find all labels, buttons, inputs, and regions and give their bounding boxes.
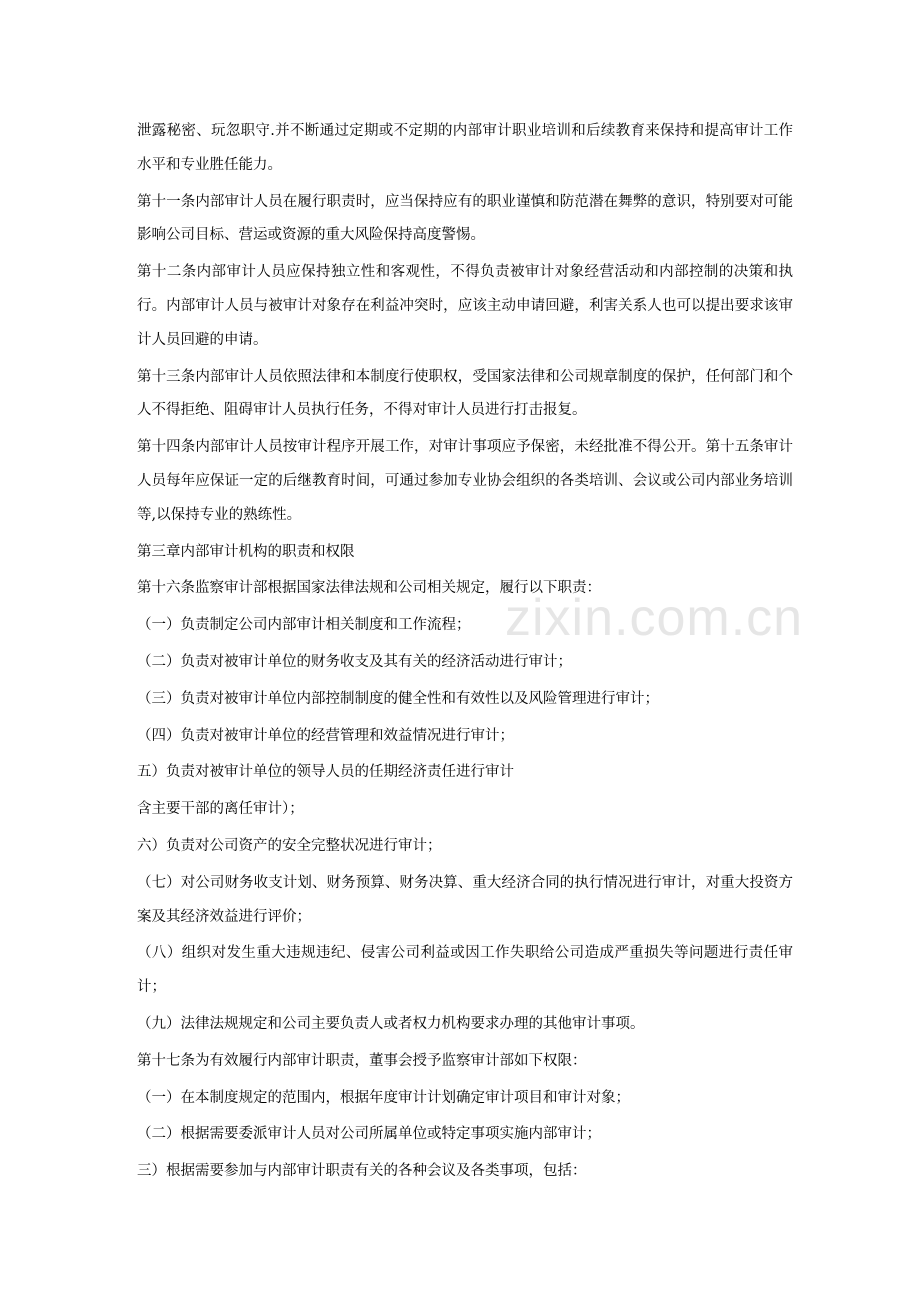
paragraph: 第十六条监察审计部根据国家法律法规和公司相关规定，履行以下职责： [137, 580, 601, 597]
list-item: 六）负责对公司资产的安全完整状况进行审计； [137, 837, 442, 854]
paragraph: 第十三条内部审计人员依照法律和本制度行使职权，受国家法律和公司规章制度的保护，任何部门和个人不得拒绝、阻碍审计人员执行任务，不得对审计人员进行打击报复。 [137, 368, 793, 419]
list-item: （一）负责制定公司内部审计相关制度和工作流程； [137, 617, 471, 634]
list-item: （三）负责对被审计单位内部控制制度的健全性和有效性以及风险管理进行审计； [137, 690, 659, 707]
list-item: （四）负责对被审计单位的经营管理和效益情况进行审计； [137, 727, 514, 744]
list-item-continuation: 含主要干部的离任审计）； [137, 801, 304, 818]
document-body [137, 115, 793, 1192]
watermark: zixin.com.cn [505, 589, 804, 647]
list-item: （九）法律法规规定和公司主要负责人或者权力机构要求办理的其他审计事项。 [137, 1015, 645, 1032]
list-item: （七）对公司财务收支计划、财务预算、财务决算、重大经济合同的执行情况进行审计，对重大投资方案及其经济效益进行评价； [137, 874, 793, 925]
list-item: （二）负责对被审计单位的财务收支及其有关的经济活动进行审计； [137, 653, 572, 670]
paragraph: 第十七条为有效履行内部审计职责，董事会授予监察审计部如下权限： [137, 1052, 587, 1069]
list-item: 五）负责对被审计单位的领导人员的任期经济责任进行审计 [137, 764, 514, 781]
paragraph: 泄露秘密、玩忽职守.并不断通过定期或不定期的内部审计职业培训和后续教育来保持和提高审计工作水平和专业胜任能力。 [137, 123, 793, 173]
list-item: （二）根据需要委派审计人员对公司所属单位或特定事项实施内部审计； [137, 1126, 601, 1143]
list-item: （八）组织对发生重大违规违纪、侵害公司利益或因工作失职给公司造成严重损失等问题进行责任审计； [137, 945, 793, 996]
chapter-heading: 第三章内部审计机构的职责和权限 [137, 543, 355, 560]
paragraph: 第十二条内部审计人员应保持独立性和客观性，不得负责被审计对象经营活动和内部控制的决策和执行。内部审计人员与被审计对象存在利益冲突时，应该主动申请回避，利害关系人也可以提出要求该审计人员回避的申请。 [137, 264, 793, 348]
list-item: （一）在本制度规定的范围内，根据年度审计计划确定审计项目和审计对象； [137, 1089, 630, 1106]
paragraph: 第十一条内部审计人员在履行职责时，应当保持应有的职业谨慎和防范潜在舞弊的意识，特别要对可能影响公司目标、营运或资源的重大风险保持高度警惕。 [137, 193, 793, 244]
list-item: 三）根据需要参加与内部审计职责有关的各种会议及各类事项，包括： [137, 1163, 587, 1180]
paragraph: 第十四条内部审计人员按审计程序开展工作，对审计事项应予保密，未经批准不得公开。第十五条审计人员每年应保证一定的后继教育时间，可通过参加专业协会组织的各类培训、会议或公司内部业务培训等,以保持专业的熟练性。 [137, 439, 793, 523]
